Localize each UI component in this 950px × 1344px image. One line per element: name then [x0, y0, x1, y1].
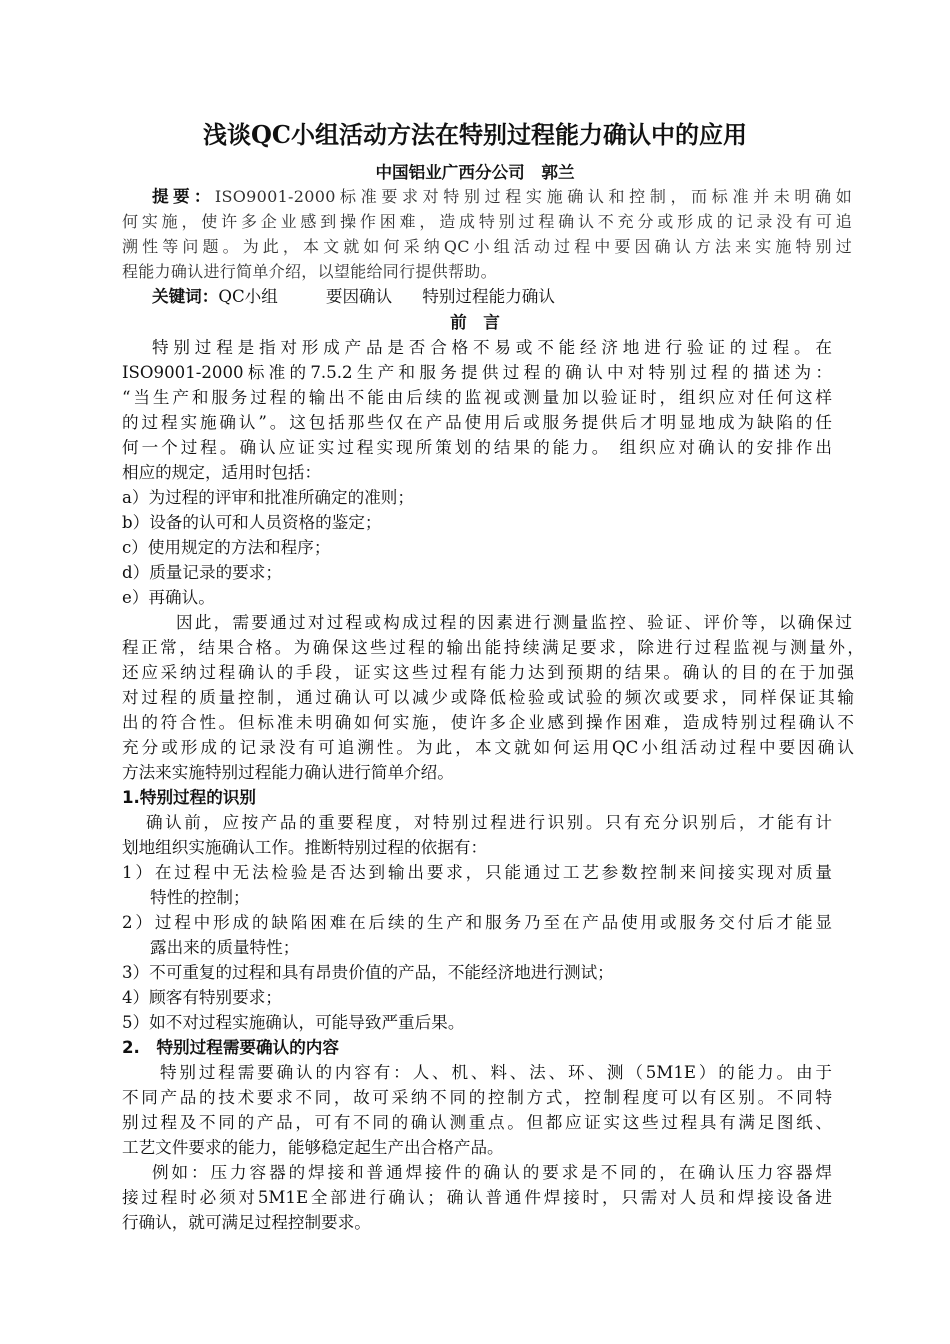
author-line: 中国铝业广西分公司 郭兰 [375, 162, 575, 182]
preface-p1-line: 相应的规定，适用时包括： [122, 463, 322, 482]
section-2-p1-line: 不同产品的技术要求不同，故可采纳不同的控制方式，控制程度可以有区别。不同特 [122, 1088, 832, 1107]
keyword: 要因确认 [325, 287, 393, 306]
section-2-p1-line: 工艺文件要求的能力，能够稳定起生产出合格产品。 [122, 1138, 504, 1157]
preface-p2-line: 因此，需要通过对过程或构成过程的因素进行测量监控、验证、评价等，以确保过 [176, 613, 852, 632]
abstract-line-3: 溯性等问题。为此，本文就如何采纳QC小组活动过程中要因确认方法来实施特别过 [122, 237, 852, 256]
preface-list-item: c）使用规定的方法和程序； [122, 538, 331, 557]
section-1-list-item: 5）如不对过程实施确认，可能导致严重后果。 [122, 1013, 465, 1032]
preface-p2-line: 还应采纳过程确认的手段，证实这些过程有能力达到预期的结果。确认的目的在于加强 [122, 663, 854, 682]
keywords-label: 关键词： [152, 287, 219, 306]
section-1-list-item: 特性的控制； [150, 888, 250, 907]
preface-p2-line: 方法来实施特别过程能力确认进行简单介绍。 [122, 763, 454, 782]
preface-list-item: e）再确认。 [122, 588, 215, 607]
section-2-heading: 2. 特别过程需要确认的内容 [122, 1038, 339, 1057]
section-1-list-item: 2）过程中形成的缺陷困难在后续的生产和服务乃至在产品使用或服务交付后才能显 [122, 913, 832, 932]
preface-p1-line: “当生产和服务过程的输出不能由后续的监视或测量加以验证时，组织应对任何这样 [122, 388, 832, 407]
preface-p1-line: 何一个过程。确认应证实过程实现所策划的结果的能力。 组织应对确认的安排作出 [122, 438, 832, 457]
section-1-list-item: 4）顾客有特别要求； [122, 988, 282, 1007]
section-2-p1-line: 别过程及不同的产品，可有不同的确认测重点。但都应证实这些过程具有满足图纸、 [122, 1113, 832, 1132]
document-title: 浅谈QC小组活动方法在特别过程能力确认中的应用 [202, 120, 747, 149]
section-2-p2-line: 行确认，就可满足过程控制要求。 [122, 1213, 371, 1232]
preface-p1-line: 的过程实施确认”。这包括那些仅在产品使用后或服务提供后才明显地成为缺陷的任 [122, 413, 832, 432]
preface-p2-line: 出的符合性。但标准未明确如何实施，使许多企业感到操作困难，造成特别过程确认不 [122, 713, 854, 732]
preface-list-item: d）质量记录的要求； [122, 563, 282, 582]
abstract-line-1: 提要：ISO9001-2000标准要求对特别过程实施确认和控制，而标准并未明确如 [152, 187, 853, 206]
keyword: QC小组 [218, 287, 278, 306]
abstract-label: 提要： [152, 187, 215, 206]
preface-p2-line: 对过程的质量控制，通过确认可以减少或降低检验或试验的频次或要求，同样保证其输 [122, 688, 854, 707]
section-1-list-item: 露出来的质量特性； [150, 938, 300, 957]
preface-list-item: a）为过程的评审和批准所确定的准则； [122, 488, 414, 507]
keywords-line [152, 285, 555, 309]
section-1-heading: 1.特别过程的识别 [122, 788, 257, 807]
preface-p2-line: 充分或形成的记录没有可追溯性。为此，本文就如何运用QC小组活动过程中要因确认 [122, 738, 854, 757]
section-2-p2-line: 例如：压力容器的焊接和普通焊接件的确认的要求是不同的，在确认压力容器焊 [152, 1163, 832, 1182]
section-1-list-item: 3）不可重复的过程和具有昂贵价值的产品，不能经济地进行测试； [122, 963, 614, 982]
section-2-p1-line: 特别过程需要确认的内容有：人、机、料、法、环、测（5M1E）的能力。由于 [160, 1063, 832, 1082]
preface-heading: 前 言 [450, 313, 500, 332]
preface-p2-line: 程正常，结果合格。为确保这些过程的输出能持续满足要求，除进行过程监视与测量外， [122, 638, 864, 657]
abstract-line-2: 何实施，使许多企业感到操作困难，造成特别过程确认不充分或形成的记录没有可追 [122, 212, 852, 231]
abstract-line-4: 程能力确认进行简单介绍，以望能给同行提供帮助。 [122, 262, 497, 281]
keyword: 特别过程能力确认 [422, 287, 555, 306]
preface-p1-line: ISO9001-2000标准的7.5.2生产和服务提供过程的确认中对特别过程的描述为： [122, 363, 832, 382]
section-1-p1-line: 确认前，应按产品的重要程度，对特别过程进行识别。只有充分识别后，才能有计 [146, 813, 832, 832]
section-2-p2-line: 接过程时必须对5M1E全部进行确认；确认普通件焊接时，只需对人员和焊接设备进 [122, 1188, 832, 1207]
preface-p1-line: 特别过程是指对形成产品是否合格不易或不能经济地进行验证的过程。在 [152, 338, 832, 357]
section-1-p1-line: 划地组织实施确认工作。推断特别过程的依据有： [122, 838, 488, 857]
section-1-list-item: 1）在过程中无法检验是否达到输出要求，只能通过工艺参数控制来间接实现对质量 [122, 863, 832, 882]
preface-list-item: b）设备的认可和人员资格的鉴定； [122, 513, 382, 532]
